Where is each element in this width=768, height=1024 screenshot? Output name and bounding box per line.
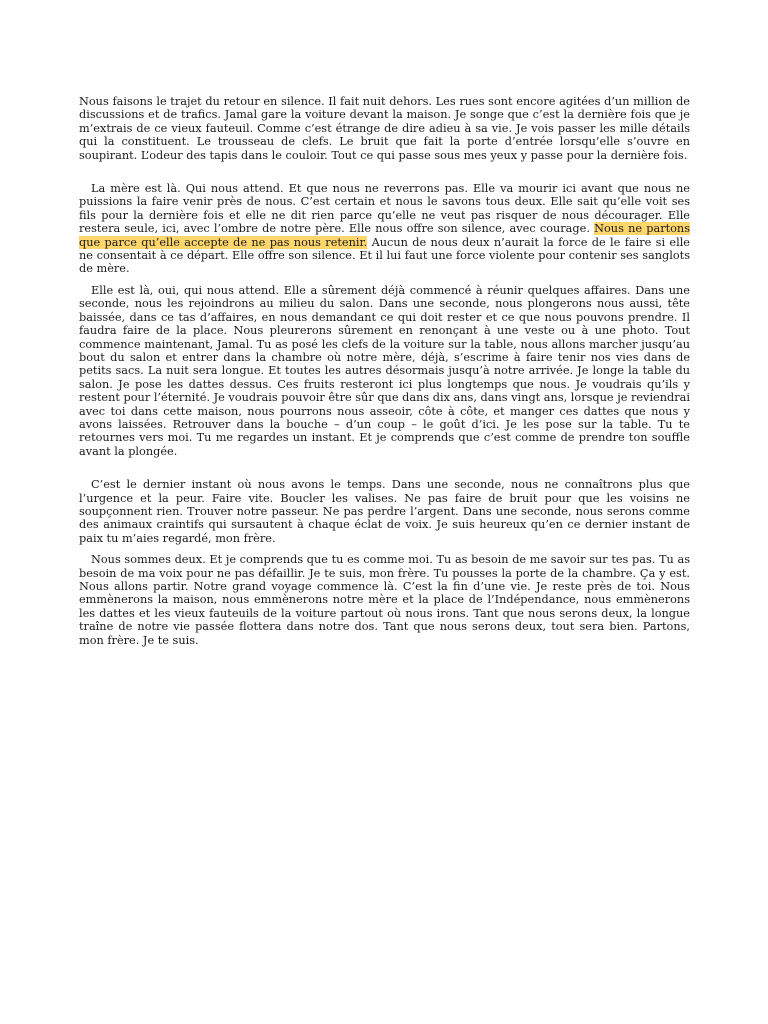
paragraph-2-text-before: La mère est là. Qui nous attend. Et que nous ne reverrons pas. Elle va mourir ici avant que nous ne puissions la faire venir près de nous. C’est certain et nous le savons tous deux. Elle sait qu’elle voit ses fils pour la dernière fois et elle ne dit rien parce qu’elle ne veut pas risquer de nous décourager. Elle restera seule, ici, avec l’ombre de notre père. Elle nous offre son silence, avec courage. bbox=[79, 182, 690, 236]
highlighted-sentence[interactable]: Nous ne partons que parce qu’elle accepte de ne pas nous retenir. bbox=[79, 222, 691, 249]
paragraph-2 bbox=[79, 182, 690, 276]
paragraph-2-text-after: Aucun de nous deux n’aurait la force de le faire si elle ne consentait à ce départ. Elle offre son silence. Et il lui faut une force violente pour contenir ses sanglots de mère. bbox=[79, 235, 690, 276]
paragraph-3: Elle est là, oui, qui nous attend. Elle a sûrement déjà commencé à réunir quelques affaires. Dans une seconde, nous les rejoindrons au milieu du salon. Dans une seconde, nous plongerons nous aussi, tête baissée, dans ce tas d’affaires, en nous demandant ce qui doit rester et ce que nous pouvons prendre. Il faudra faire de la place. Nous pleurerons sûrement en renonçant à une veste ou à une photo. Tout commence maintenant, Jamal. Tu as posé les clefs de la voiture sur la table, nous allons marcher jusqu’au bout du salon et entrer dans la chambre où notre mère, déjà, s’escrime à faire tenir nos vies dans de petits sacs. La nuit sera longue. Et toutes les autres désormais jusqu’à notre arrivée. Je longe la table du salon. Je pose les dattes dessus. Ces fruits resteront ici plus longtemps que nous. Je voudrais qu’ils y restent pour l’éternité. Je voudrais pouvoir être sûr que dans dix ans, dans vingt ans, lorsque je reviendrai avec toi dans cette maison, nous pourrons nous asseoir, côte à côte, et manger ces dattes que nous y avons laissées. Retrouver dans la bouche – d’un coup – le goût d’ici. Je les pose sur la table. Tu te retournes vers moi. Tu me regardes un instant. Et je comprends que c’est comme de prendre ton souffle avant la plongée. bbox=[79, 283, 690, 458]
paragraph-4: C’est le dernier instant où nous avons le temps. Dans une seconde, nous ne connaîtrons plus que l’urgence et la peur. Faire vite. Boucler les valises. Ne pas faire de bruit pour que les voisins ne soupçonnent rien. Trouver notre passeur. Ne pas perdre l’argent. Dans une seconde, nous serons comme des animaux craintifs qui sursautent à chaque éclat de voix. Je suis heureux qu’en ce dernier instant de paix tu m’aies regardé, mon frère. bbox=[79, 478, 690, 545]
paragraph-1: Nous faisons le trajet du retour en silence. Il fait nuit dehors. Les rues sont encore agitées d’un million de discussions et de trafics. Jamal gare la voiture devant la maison. Je songe que c’est la dernière fois que je m’extrais de ce vieux fauteuil. Comme c’est étrange de dire adieu à sa vie. Je vois passer les mille détails qui la constituent. Le trousseau de clefs. Le bruit que fait la porte d’entrée lorsqu’elle s’ouvre en soupirant. L’odeur des tapis dans le couloir. Tout ce qui passe sous mes yeux y passe pour la dernière fois. bbox=[79, 95, 690, 162]
document-page bbox=[79, 95, 690, 647]
paragraph-5: Nous sommes deux. Et je comprends que tu es comme moi. Tu as besoin de me savoir sur tes pas. Tu as besoin de ma voix pour ne pas défaillir. Je te suis, mon frère. Tu pousses la porte de la chambre. Ça y est. Nous allons partir. Notre grand voyage commence là. C’est la fin d’une vie. Je reste près de toi. Nous emmènerons la maison, nous emmènerons notre mère et la place de l’Indépendance, nous emmènerons les dattes et les vieux fauteuils de la voiture partout où nous irons. Tant que nous serons deux, la longue traîne de notre vie passée flottera dans notre dos. Tant que nous serons deux, tout sera bien. Partons, mon frère. Je te suis. bbox=[79, 553, 690, 647]
